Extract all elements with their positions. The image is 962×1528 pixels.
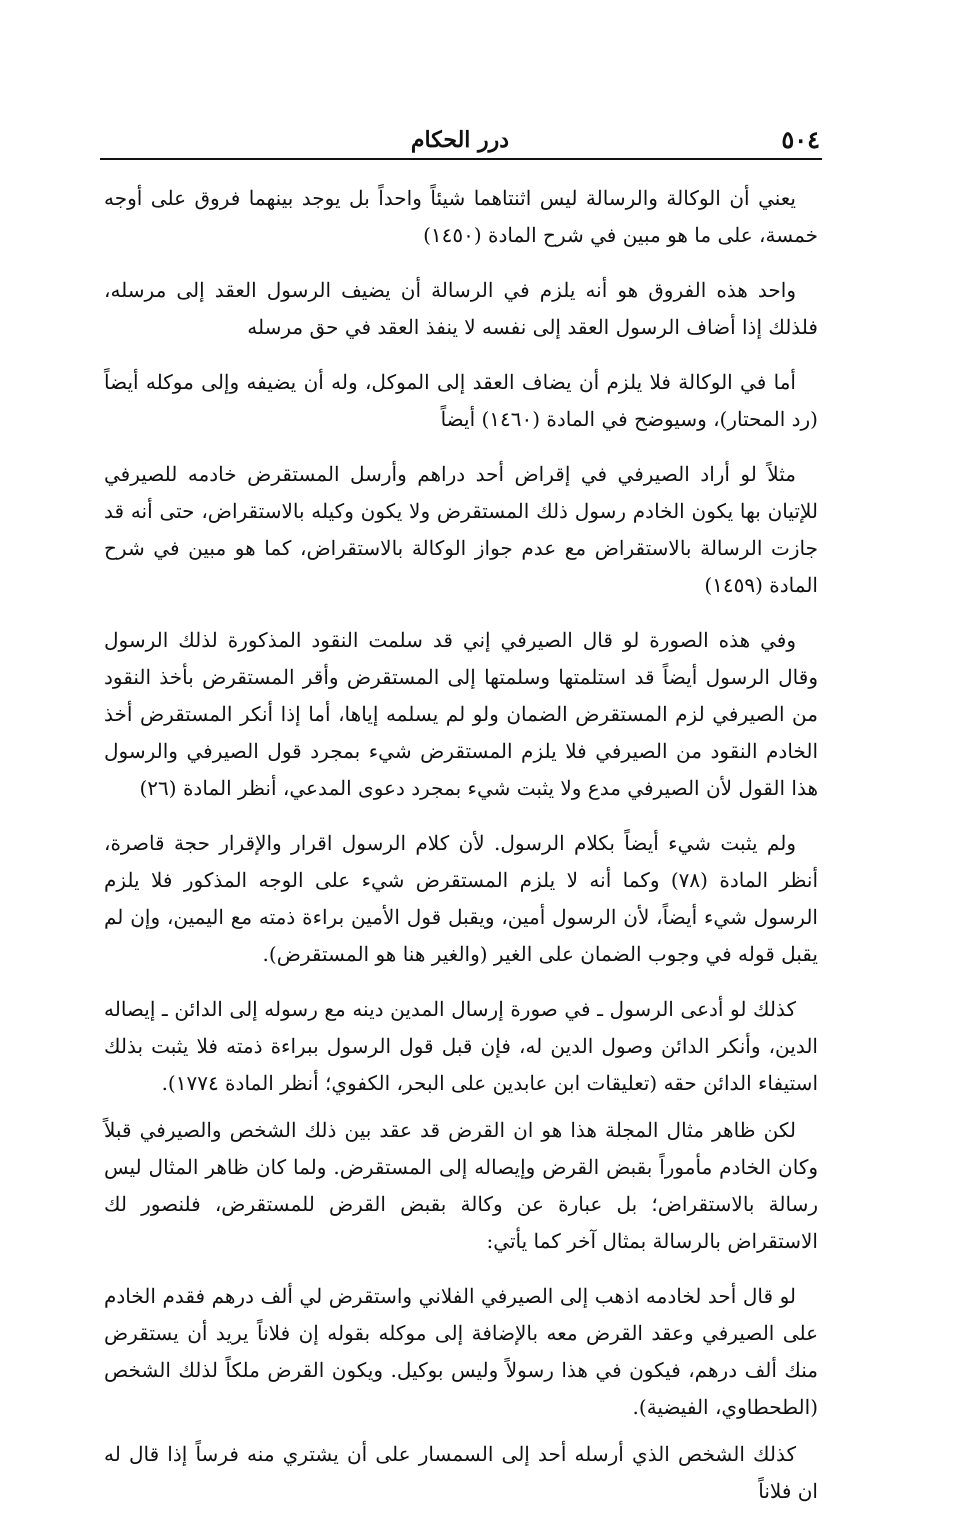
page-header [100, 124, 820, 156]
running-title: درر الحكام [410, 127, 510, 153]
page-number: ٥٠٤ [781, 125, 820, 154]
paragraph: أما في الوكالة فلا يلزم أن يضاف العقد إلى الموكل، وله أن يضيفه وإلى موكله أيضاً (رد المحتار)، وسيوضح في المادة (١٤٦٠) أيضاً [104, 370, 818, 431]
paragraph: لو قال أحد لخادمه اذهب إلى الصيرفي الفلاني واستقرض لي ألف درهم فقدم الخادم على الصيرفي وعقد القرض معه بالإضافة إلى موكله بقوله إن فلاناً يريد أن يستقرض منك ألف درهم، فيكون في هذا رسولاً وليس بوكيل. ويكون القرض ملكاً لذلك الشخص (الطحطاوي، الفيضية). [104, 1284, 818, 1419]
paragraph: مثلاً لو أراد الصيرفي في إقراض أحد دراهم وأرسل المستقرض خادمه للصيرفي للإتيان بها يكون الخادم رسول ذلك المستقرض ولا يكون وكيله بالاستقراض، حتى أنه قد جازت الرسالة بالاستقراض مع عدم جواز الوكالة بالاستقراض، كما هو مبين في شرح المادة (١٤٥٩) [104, 462, 818, 597]
paragraph: وفي هذه الصورة لو قال الصيرفي إني قد سلمت النقود المذكورة لذلك الرسول وقال الرسول أيضاً قد استلمتها وسلمتها إلى المستقرض وأقر المستقرض بأخذ النقود من الصيرفي لزم المستقرض الضمان ولو لم يسلمه إياها، أما إذا أنكر المستقرض أخذ الخادم النقود من الصيرفي فلا يلزم المستقرض شيء بمجرد قول الصيرفي والرسول هذا القول لأن الصيرفي مدع ولا يثبت شيء بمجرد دعوى المدعي، أنظر المادة (٢٦) [104, 628, 818, 800]
paragraph: ولم يثبت شيء أيضاً بكلام الرسول. لأن كلام الرسول اقرار والإقرار حجة قاصرة، أنظر المادة (٧٨) وكما أنه لا يلزم المستقرض شيء على الوجه المذكور فلا يلزم الرسول شيء أيضاً، لأن الرسول أمين، ويقبل قول الأمين براءة ذمته مع اليمين، وإن لم يقبل قوله في وجوب الضمان على الغير (والغير هنا هو المستقرض). [104, 831, 818, 966]
paragraph: كذلك لو أدعى الرسول ـ في صورة إرسال المدين دينه مع رسوله إلى الدائن ـ إيصاله الدين، وأنكر الدائن وصول الدين له، فإن قبل قول الرسول ببراءة ذمته فلا يثبت بذلك استيفاء الدائن حقه (تعليقات ابن عابدين على البحر، الكفوي؛ أنظر المادة ١٧٧٤). [104, 997, 818, 1095]
body-text [104, 180, 818, 1528]
header-divider [100, 158, 822, 160]
paragraph: كذلك الشخص الذي أرسله أحد إلى السمسار على أن يشتري منه فرساً إذا قال له ان فلاناً [104, 1442, 818, 1503]
paragraph: لكن ظاهر مثال المجلة هذا هو ان القرض قد عقد بين ذلك الشخص والصيرفي قبلاً وكان الخادم مأموراً بقبض القرض وإيصاله إلى المستقرض. ولما كان ظاهر المثال ليس رسالة بالاستقراض؛ بل عبارة عن وكالة بقبض القرض للمستقرض، فلنصور لك الاستقراض بالرسالة بمثال آخر كما يأتي: [104, 1118, 818, 1253]
paragraph: يعني أن الوكالة والرسالة ليس اثنتاهما شيئاً واحداً بل يوجد بينهما فروق على أوجه خمسة، على ما هو مبين في شرح المادة (١٤٥٠) [104, 186, 818, 247]
paragraph: واحد هذه الفروق هو أنه يلزم في الرسالة أن يضيف الرسول العقد إلى مرسله، فلذلك إذا أضاف الرسول العقد إلى نفسه لا ينفذ العقد في حق مرسله [104, 278, 818, 339]
